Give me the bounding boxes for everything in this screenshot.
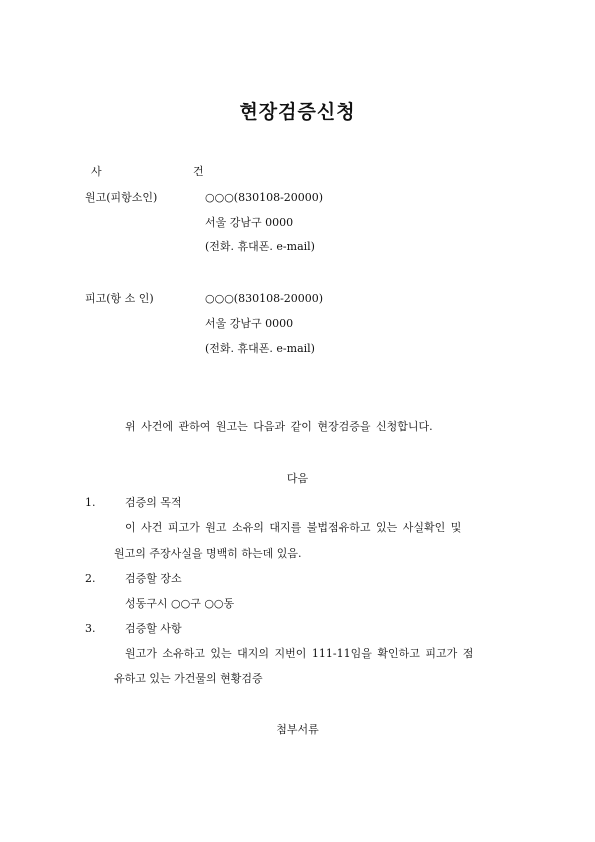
item-title: 검증할 장소 — [125, 572, 182, 585]
plaintiff-address: 서울 강남구 0000 — [205, 216, 294, 229]
section-heading: 다음 — [286, 472, 309, 485]
defendant-address: 서울 강남구 0000 — [205, 317, 294, 330]
item-number: 3. — [85, 622, 96, 635]
intro-sentence: 위 사건에 관하여 원고는 다음과 같이 현장검증을 신청합니다. — [125, 420, 433, 433]
defendant-label: 피고(항 소 인) — [85, 292, 154, 305]
item-number: 1. — [85, 496, 96, 509]
item-number: 2. — [85, 572, 96, 585]
plaintiff-contact: (전화. 휴대폰. e-mail) — [205, 240, 315, 253]
case-label-char1: 사 — [91, 165, 102, 178]
attachments-heading: 첨부서류 — [276, 723, 319, 736]
plaintiff-label: 원고(피항소인) — [85, 191, 158, 204]
plaintiff-name: ○○○(830108-20000) — [205, 191, 324, 204]
item-line: 원고의 주장사실을 명백히 하는데 있음. — [114, 547, 302, 560]
item-title: 검증의 목적 — [125, 496, 182, 509]
item-line: 성동구시 ○○구 ○○동 — [125, 597, 235, 610]
item-line: 이 사건 피고가 원고 소유의 대지를 불법점유하고 있는 사실확인 및 — [125, 521, 462, 534]
page-title: 현장검증신청 — [239, 101, 356, 123]
item-line: 유하고 있는 가건물의 현황검증 — [114, 672, 263, 685]
defendant-name: ○○○(830108-20000) — [205, 292, 324, 305]
defendant-contact: (전화. 휴대폰. e-mail) — [205, 342, 315, 355]
item-title: 검증할 사항 — [125, 622, 182, 635]
case-label-char2: 건 — [193, 165, 204, 178]
item-line: 원고가 소유하고 있는 대지의 지번이 111-11임을 확인하고 피고가 점 — [125, 647, 474, 660]
